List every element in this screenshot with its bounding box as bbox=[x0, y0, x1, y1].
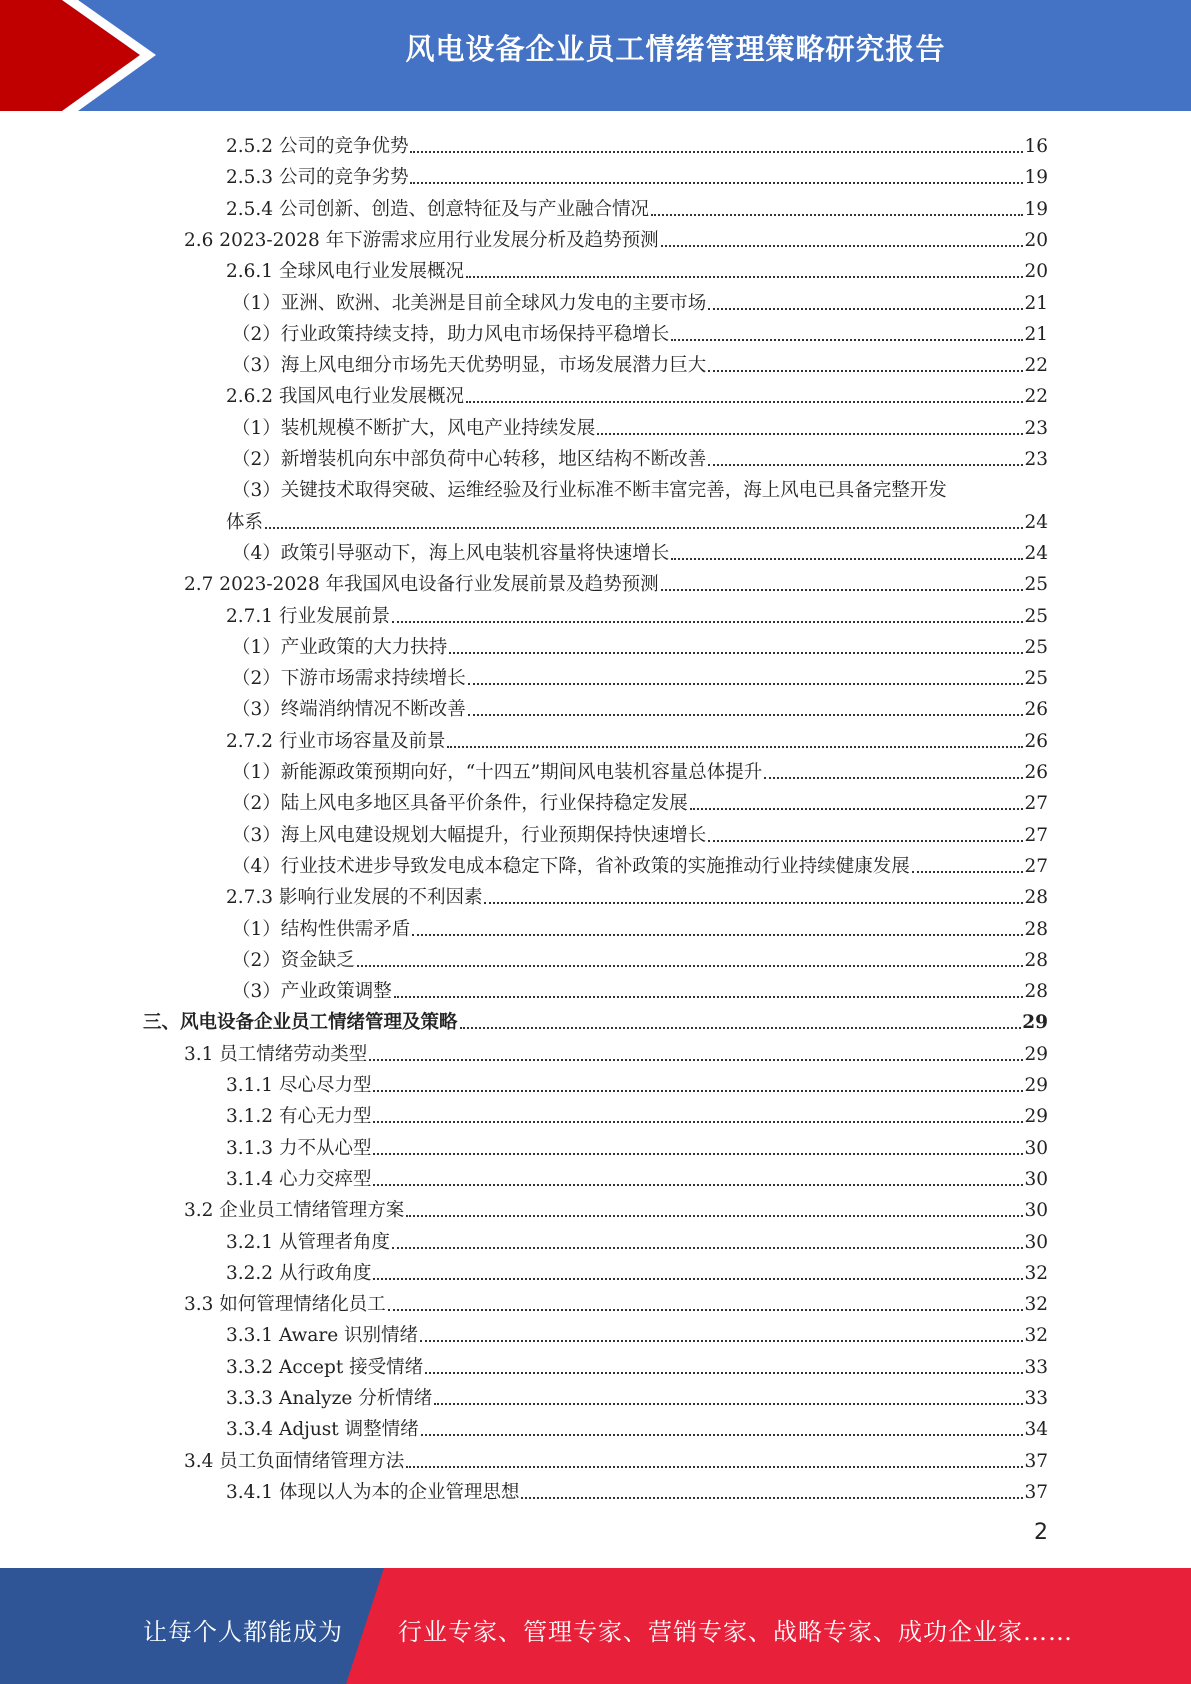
toc-entry[interactable] bbox=[226, 253, 1048, 284]
toc-entry-title: 2.5.4 公司创新、创造、创意特征及与产业融合情况 bbox=[226, 198, 649, 220]
toc-entry-title: （1）装机规模不断扩大，风电产业持续发展 bbox=[232, 417, 596, 439]
toc-entry-title: 2.6.1 全球风电行业发展概况 bbox=[226, 261, 464, 283]
toc-entry[interactable] bbox=[226, 1224, 1048, 1255]
toc-entry-page: 27 bbox=[1024, 855, 1048, 877]
toc-entry[interactable] bbox=[226, 1317, 1048, 1348]
toc-entry[interactable] bbox=[232, 316, 1048, 347]
toc-entry-title: （3）产业政策调整 bbox=[232, 981, 392, 1003]
toc-entry-title: （2）陆上风电多地区具备平价条件，行业保持稳定发展 bbox=[232, 793, 688, 815]
toc-entry[interactable] bbox=[143, 1004, 1048, 1035]
toc-entry-title: 3.1 员工情绪劳动类型 bbox=[184, 1043, 368, 1065]
toc-dot-leader bbox=[484, 902, 1023, 904]
toc-entry-page: 29 bbox=[1024, 1075, 1048, 1096]
toc-entry-title: （1）产业政策的大力扶持 bbox=[232, 636, 448, 658]
toc-entry[interactable] bbox=[226, 1255, 1048, 1286]
toc-entry-page: 25 bbox=[1024, 574, 1048, 596]
toc-dot-leader bbox=[373, 1278, 1023, 1280]
toc-dot-leader bbox=[690, 808, 1024, 810]
toc-dot-leader bbox=[373, 1090, 1023, 1092]
toc-entry[interactable] bbox=[232, 472, 1048, 503]
toc-entry-page: 28 bbox=[1024, 981, 1048, 1003]
toc-dot-leader bbox=[708, 464, 1023, 466]
toc-entry-page: 16 bbox=[1024, 136, 1048, 157]
toc-entry-page: 23 bbox=[1024, 417, 1048, 439]
toc-entry-page: 28 bbox=[1024, 887, 1048, 909]
toc-entry[interactable] bbox=[226, 1474, 1048, 1505]
toc-dot-leader bbox=[420, 1340, 1023, 1342]
toc-dot-leader bbox=[521, 1497, 1023, 1499]
toc-entry-page: 30 bbox=[1024, 1231, 1048, 1253]
toc-entry[interactable] bbox=[226, 1067, 1048, 1098]
toc-entry-title: 2.7.3 影响行业发展的不利因素 bbox=[226, 887, 483, 909]
toc-entry[interactable] bbox=[184, 222, 1048, 253]
toc-entry[interactable] bbox=[226, 598, 1048, 629]
toc-entry-page: 29 bbox=[1024, 1043, 1048, 1065]
toc-entry[interactable] bbox=[232, 754, 1048, 785]
toc-entry-page: 28 bbox=[1024, 918, 1048, 940]
toc-entry[interactable] bbox=[232, 629, 1048, 660]
toc-entry-title-continued: 体系 bbox=[226, 511, 264, 533]
toc-entry-page: 19 bbox=[1024, 167, 1048, 189]
toc-entry-title: 2.6.2 我国风电行业发展概况 bbox=[226, 386, 464, 408]
toc-entry[interactable] bbox=[232, 973, 1048, 1004]
toc-entry-title: 3.4 员工负面情绪管理方法 bbox=[184, 1450, 405, 1472]
toc-entry-title: （2）资金缺乏 bbox=[232, 949, 355, 971]
toc-entry-page: 29 bbox=[1022, 1012, 1048, 1034]
toc-entry-page: 22 bbox=[1024, 386, 1048, 408]
toc-entry-title: 2.5.3 公司的竞争劣势 bbox=[226, 167, 409, 189]
toc-dot-leader bbox=[421, 1434, 1024, 1436]
toc-entry-page: 19 bbox=[1024, 198, 1048, 220]
toc-dot-leader bbox=[708, 840, 1023, 842]
toc-dot-leader bbox=[449, 652, 1023, 654]
toc-entry[interactable] bbox=[184, 1443, 1048, 1474]
toc-entry[interactable] bbox=[232, 691, 1048, 722]
toc-dot-leader bbox=[388, 1309, 1024, 1311]
toc-entry-page: 27 bbox=[1024, 793, 1048, 815]
toc-entry-page: 32 bbox=[1024, 1262, 1048, 1284]
toc-entry-title: 2.6 2023-2028 年下游需求应用行业发展分析及趋势预测 bbox=[184, 229, 659, 251]
toc-entry-page: 21 bbox=[1024, 323, 1048, 345]
toc-entry-title: （1）新能源政策预期向好，“十四五”期间风电装机容量总体提升 bbox=[232, 762, 763, 783]
toc-entry-title: 3.3.3 Analyze 分析情绪 bbox=[226, 1388, 433, 1409]
toc-dot-leader bbox=[466, 276, 1023, 278]
toc-entry-title: 3.2.2 从行政角度 bbox=[226, 1262, 372, 1284]
toc-entry-page: 21 bbox=[1024, 292, 1048, 314]
toc-entry-page: 37 bbox=[1024, 1450, 1048, 1472]
toc-entry[interactable] bbox=[226, 1349, 1048, 1380]
toc-entry[interactable] bbox=[232, 347, 1048, 378]
toc-dot-leader bbox=[651, 214, 1023, 216]
toc-entry-title: 3.1.4 心力交瘁型 bbox=[226, 1168, 372, 1190]
toc-entry-title: 3.3.4 Adjust 调整情绪 bbox=[226, 1419, 419, 1441]
toc-dot-leader bbox=[373, 1184, 1023, 1186]
footer-slogan-right: 行业专家、管理专家、营销专家、战略专家、成功企业家…… bbox=[398, 1618, 1073, 1646]
toc-entry-title: 2.5.2 公司的竞争优势 bbox=[226, 136, 409, 157]
toc-dot-leader bbox=[392, 621, 1023, 623]
red-chevron-shape bbox=[0, 0, 140, 111]
toc-entry-page: 26 bbox=[1024, 762, 1048, 783]
toc-entry[interactable] bbox=[232, 942, 1048, 973]
toc-dot-leader bbox=[468, 683, 1024, 685]
toc-dot-leader bbox=[394, 996, 1024, 998]
toc-dot-leader bbox=[912, 871, 1024, 873]
page-header bbox=[0, 0, 1191, 111]
toc-dot-leader bbox=[406, 1215, 1023, 1217]
toc-entry-page: 26 bbox=[1024, 730, 1048, 752]
toc-entry[interactable] bbox=[232, 785, 1048, 816]
toc-entry[interactable] bbox=[232, 285, 1048, 316]
toc-entry[interactable] bbox=[232, 410, 1048, 441]
toc-dot-leader bbox=[468, 714, 1024, 716]
toc-dot-leader bbox=[410, 151, 1023, 153]
toc-entry-page: 24 bbox=[1024, 511, 1048, 533]
toc-entry[interactable] bbox=[226, 723, 1048, 754]
toc-entry[interactable] bbox=[226, 1161, 1048, 1192]
toc-entry-title: 2.7.1 行业发展前景 bbox=[226, 605, 390, 627]
toc-dot-leader bbox=[671, 558, 1023, 560]
toc-entry-page: 28 bbox=[1024, 949, 1048, 971]
toc-entry-title: （1）亚洲、欧洲、北美洲是目前全球风力发电的主要市场 bbox=[232, 292, 707, 314]
toc-entry[interactable] bbox=[232, 535, 1048, 566]
toc-entry[interactable] bbox=[184, 566, 1048, 597]
toc-entry[interactable] bbox=[232, 817, 1048, 848]
page-footer bbox=[0, 1568, 1191, 1684]
toc-entry-title: 3.2 企业员工情绪管理方案 bbox=[184, 1200, 405, 1222]
toc-entry[interactable] bbox=[226, 128, 1048, 159]
toc-entry-page: 20 bbox=[1024, 261, 1048, 283]
toc-entry-title: （3）关键技术取得突破、运维经验及行业标准不断丰富完善，海上风电已具备完整开发 bbox=[232, 480, 947, 502]
toc-entry[interactable] bbox=[184, 1036, 1048, 1067]
toc-dot-leader bbox=[466, 401, 1023, 403]
toc-dot-leader bbox=[369, 1059, 1023, 1061]
toc-dot-leader bbox=[265, 527, 1023, 529]
toc-entry-title: 3.4.1 体现以人为本的企业管理思想 bbox=[226, 1481, 520, 1503]
toc-dot-leader bbox=[373, 1121, 1023, 1123]
toc-dot-leader bbox=[708, 308, 1023, 310]
toc-entry-title: 3.1.2 有心无力型 bbox=[226, 1106, 372, 1128]
toc-entry-page: 32 bbox=[1024, 1325, 1048, 1347]
toc-entry-page: 34 bbox=[1024, 1419, 1048, 1441]
toc-dot-leader bbox=[425, 1372, 1023, 1374]
page-number: 2 bbox=[1034, 1520, 1048, 1545]
toc-entry[interactable] bbox=[226, 1380, 1048, 1411]
toc-entry-page: 30 bbox=[1024, 1200, 1048, 1222]
toc-entry-title: （3）海上风电细分市场先天优势明显，市场发展潜力巨大 bbox=[232, 355, 707, 377]
toc-dot-leader bbox=[661, 245, 1024, 247]
toc-entry-continuation[interactable] bbox=[226, 504, 1048, 535]
toc-entry-title: 2.7 2023-2028 年我国风电设备行业发展前景及趋势预测 bbox=[184, 574, 659, 596]
toc-entry-title: 3.3.2 Accept 接受情绪 bbox=[226, 1356, 424, 1378]
toc-entry[interactable] bbox=[226, 191, 1048, 222]
toc-entry-page: 25 bbox=[1024, 605, 1048, 627]
toc-entry-title: 三、风电设备企业员工情绪管理及策略 bbox=[143, 1012, 458, 1034]
toc-entry[interactable] bbox=[226, 1411, 1048, 1442]
toc-entry-title: 3.1.1 尽心尽力型 bbox=[226, 1075, 372, 1096]
toc-entry-title: 3.3.1 Aware 识别情绪 bbox=[226, 1325, 419, 1347]
toc-dot-leader bbox=[661, 589, 1024, 591]
toc-entry-page: 22 bbox=[1024, 355, 1048, 377]
toc-entry-title: （4）行业技术进步导致发电成本稳定下降，省补政策的实施推动行业持续健康发展 bbox=[232, 855, 910, 877]
toc-dot-leader bbox=[671, 339, 1023, 341]
toc-entry[interactable] bbox=[232, 660, 1048, 691]
toc-entry[interactable] bbox=[226, 159, 1048, 190]
toc-entry[interactable] bbox=[184, 1192, 1048, 1223]
toc-entry-page: 20 bbox=[1024, 229, 1048, 251]
toc-entry[interactable] bbox=[226, 378, 1048, 409]
toc-entry[interactable] bbox=[226, 1130, 1048, 1161]
toc-entry-title: （4）政策引导驱动下，海上风电装机容量将快速增长 bbox=[232, 542, 670, 564]
toc-entry[interactable] bbox=[226, 879, 1048, 910]
toc-entry-page: 25 bbox=[1024, 668, 1048, 690]
toc-entry-title: 2.7.2 行业市场容量及前景 bbox=[226, 730, 446, 752]
toc-dot-leader bbox=[447, 746, 1023, 748]
toc-entry[interactable] bbox=[184, 1286, 1048, 1317]
toc-entry-title: （2）新增装机向东中部负荷中心转移，地区结构不断改善 bbox=[232, 449, 707, 470]
toc-entry[interactable] bbox=[226, 1098, 1048, 1129]
toc-entry-page: 33 bbox=[1024, 1388, 1048, 1409]
toc-dot-leader bbox=[597, 433, 1023, 435]
toc-entry-title: （3）海上风电建设规划大幅提升，行业预期保持快速增长 bbox=[232, 824, 707, 846]
footer-slogan-left: 让每个人都能成为 bbox=[143, 1618, 343, 1646]
toc-entry[interactable] bbox=[232, 911, 1048, 942]
toc-dot-leader bbox=[708, 370, 1023, 372]
toc-entry-page: 27 bbox=[1024, 824, 1048, 846]
toc-entry-page: 23 bbox=[1024, 449, 1048, 470]
toc-dot-leader bbox=[373, 1153, 1023, 1155]
toc-entry-page: 33 bbox=[1024, 1356, 1048, 1378]
toc-entry-page: 32 bbox=[1024, 1294, 1048, 1316]
toc-entry-title: （2）行业政策持续支持，助力风电市场保持平稳增长 bbox=[232, 323, 670, 345]
toc-dot-leader bbox=[434, 1403, 1023, 1405]
toc-entry-page: 30 bbox=[1024, 1137, 1048, 1159]
toc-entry[interactable] bbox=[232, 441, 1048, 472]
toc-entry-title: 3.2.1 从管理者角度 bbox=[226, 1231, 390, 1253]
toc-entry-page: 25 bbox=[1024, 636, 1048, 658]
report-title: 风电设备企业员工情绪管理策略研究报告 bbox=[405, 32, 946, 66]
toc-entry-page: 30 bbox=[1024, 1168, 1048, 1190]
toc-dot-leader bbox=[406, 1466, 1023, 1468]
toc-dot-leader bbox=[392, 1247, 1023, 1249]
toc-dot-leader bbox=[764, 777, 1023, 779]
toc-entry-page: 26 bbox=[1024, 699, 1048, 721]
toc-entry-page: 29 bbox=[1024, 1106, 1048, 1128]
toc-entry-title: （2）下游市场需求持续增长 bbox=[232, 668, 466, 690]
toc-entry-title: （3）终端消纳情况不断改善 bbox=[232, 699, 466, 721]
toc-entry-page: 37 bbox=[1024, 1481, 1048, 1503]
toc-entry-page: 24 bbox=[1024, 542, 1048, 564]
toc-entry-title: 3.3 如何管理情绪化员工 bbox=[184, 1294, 386, 1316]
toc-entry-title: （1）结构性供需矛盾 bbox=[232, 918, 411, 940]
toc-dot-leader bbox=[412, 934, 1023, 936]
toc-entry-title: 3.1.3 力不从心型 bbox=[226, 1137, 372, 1159]
toc-dot-leader bbox=[410, 182, 1023, 184]
toc-entry[interactable] bbox=[232, 848, 1048, 879]
toc-dot-leader bbox=[357, 965, 1024, 967]
toc-dot-leader bbox=[460, 1027, 1022, 1029]
